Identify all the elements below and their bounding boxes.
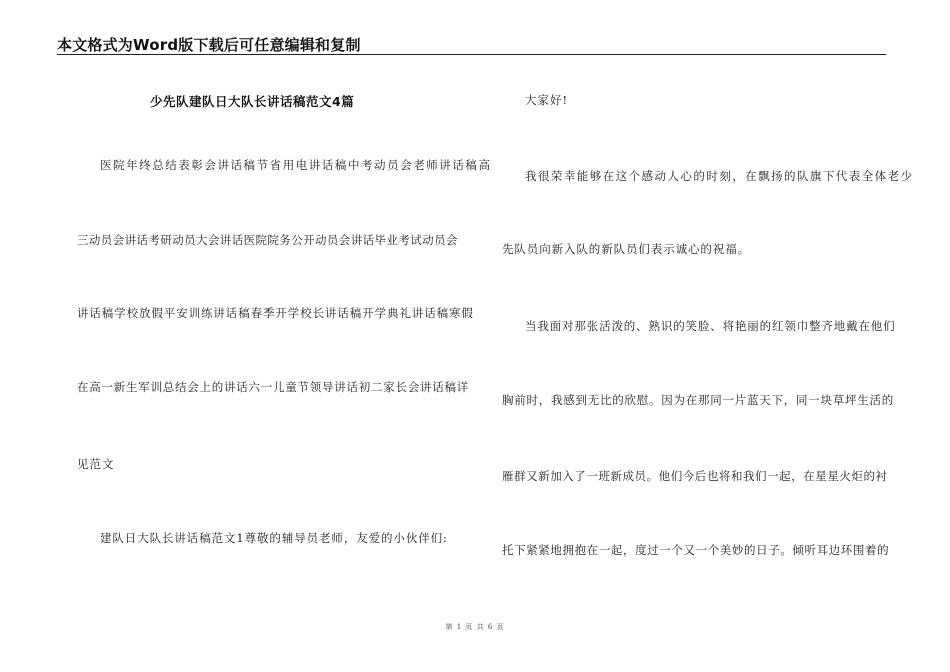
left-line-2: 三动员会讲话考研动员大会讲话医院院务公开动员会讲话毕业考试动员会	[77, 233, 458, 247]
right-line-4: 当我面对那张活泼的、熟识的笑脸、将艳丽的红领巾整齐地戴在他们	[525, 319, 896, 333]
header-divider	[57, 54, 886, 55]
left-line-6: 建队日大队长讲话稿范文1尊敬的辅导员老师，友爱的小伙伴们:	[100, 531, 448, 545]
right-line-2: 我很荣幸能够在这个感动人心的时刻，在飘扬的队旗下代表全体老少	[525, 169, 914, 183]
header-title: 本文格式为Word版下载后可任意编辑和复制	[57, 36, 361, 54]
left-line-5: 见范文	[77, 457, 115, 471]
left-line-3: 讲话稿学校放假平安训练讲话稿春季开学校长讲话稿开学典礼讲话稿寒假	[77, 306, 474, 320]
left-line-4: 在高一新生军训总结会上的讲话六一儿童节领导讲话初二家长会讲话稿详	[77, 380, 469, 394]
document-title: 少先队建队日大队长讲话稿范文4篇	[150, 94, 355, 109]
right-line-7: 托下紧紧地拥抱在一起，度过一个又一个美妙的日子。倾听耳边环围着的	[502, 543, 890, 557]
page-footer: 第 1 页 共 6 页	[445, 623, 505, 631]
right-line-5: 胸前时，我感到无比的欣慰。因为在那同一片蓝天下，同一块草坪生活的	[502, 393, 894, 407]
right-line-1: 大家好!	[525, 93, 569, 107]
right-line-3: 先队员向新入队的新队员们表示诚心的祝福。	[502, 242, 750, 256]
left-line-1: 医院年终总结表彰会讲话稿节省用电讲话稿中考动员会老师讲话稿高	[100, 158, 492, 172]
right-line-6: 雁群又新加入了一班新成员。他们今后也将和我们一起，在星星火炬的衬	[502, 469, 888, 483]
